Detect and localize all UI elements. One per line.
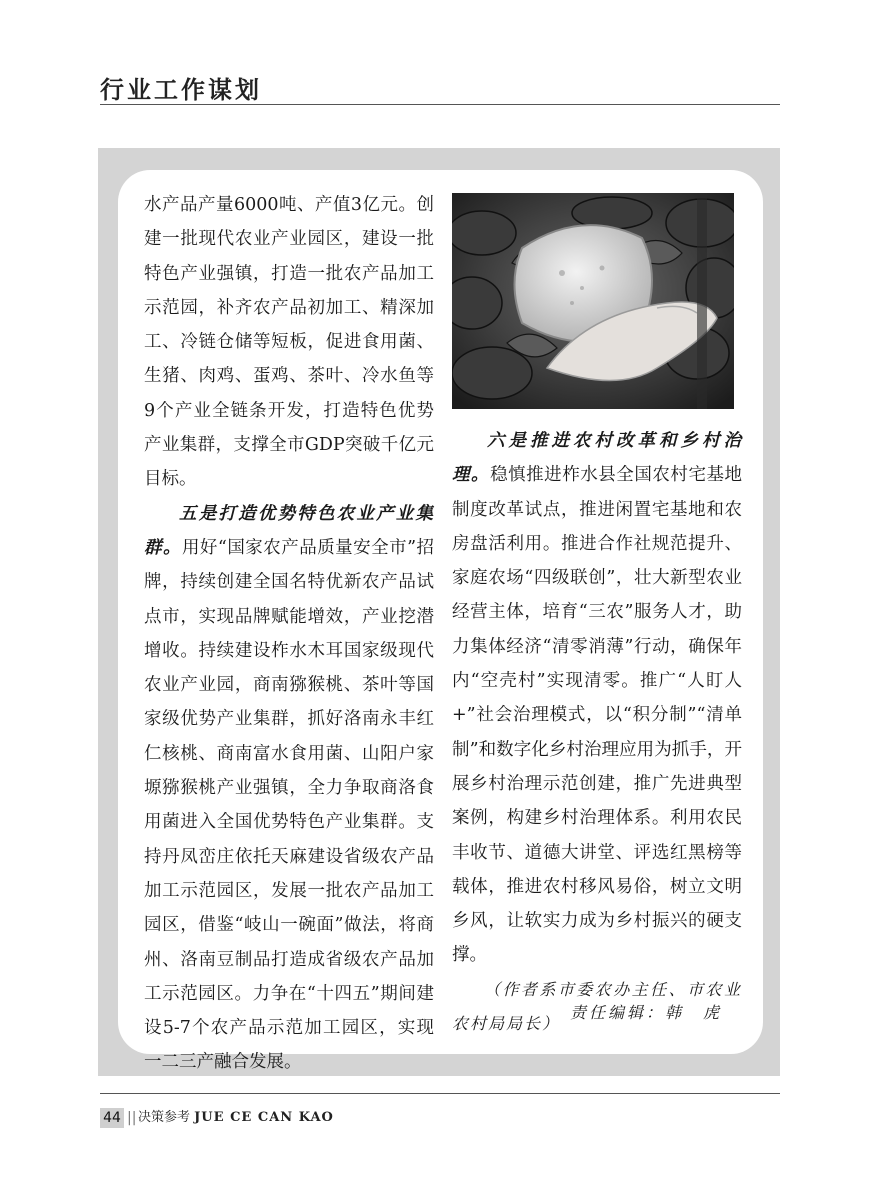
publication-name-pinyin: JUE CE CAN KAO xyxy=(194,1110,334,1125)
section-5-heading: 五是打造优势特色农业产业集群。 xyxy=(144,503,434,558)
publication-name-cn: 决策参考 xyxy=(138,1110,191,1125)
responsible-editor: 责任编辑：韩 虎 xyxy=(570,1003,723,1022)
section-6-body: 稳慎推进柞水县全国农村宅基地制度改革试点，推进闲置宅基地和农房盘活利用。推进合作社规范提升、家庭农场“四级联创”，壮大新型农业经营主体，培育“三农”服务人才，助力集体经济“清零消薄”行动，确保年内“空壳村”实现清零。推广“人盯人+”社会治理模式，以“积分制”“清单制”和数字化乡村治理应用为抓手，开展乡村治理示范创建，推广先进典型案例，构建乡村治理体系。利用农民丰收节、道德大讲堂、评选红黑榜等载体，推进农村移风易俗，树立文明乡风，让软实力成为乡村振兴的硬支撑。 xyxy=(452,465,743,966)
header-divider xyxy=(100,104,780,105)
page-number: 44 xyxy=(100,1108,124,1128)
section-title: 行业工作谋划 xyxy=(100,76,262,104)
mushroom-photo-icon xyxy=(452,193,734,409)
section-5-body: 用好“国家农产品质量安全市”招牌，持续创建全国名特优新农产品试点市，实现品牌赋能增效，产业挖潜增收。持续建设柞水木耳国家级现代农业产业园，商南猕猴桃、茶叶等国家级优势产业集群，抓好洛南永丰红仁核桃、商南富水食用菌、山阳户家塬猕猴桃产业强镇，全力争取商洛食用菌进入全国优势特色产业集群。支持丹凤峦庄依托天麻建设省级农产品加工示范园区，发展一批农产品加工园区，借鉴“岐山一碗面”做法，将商州、洛南豆制品打造成省级农产品加工示范园区。力争在“十四五”期间建设5-7个农产品示范加工园区，实现一二三产融合发展。 xyxy=(144,537,434,1073)
paragraph: 水产品产量6000吨、产值3亿元。创建一批现代农业产业园区，建设一批特色产业强镇，打造一批农产品加工示范园，补齐农产品初加工、精深加工、冷链仓储等短板，促进食用菌、生猪、肉鸡、蛋鸡、茶叶、冷水鱼等9个产业全链条开发，打造特色优势产业集群，支撑全市GDP突破千亿元目标。 xyxy=(144,195,434,490)
paragraph-section-5 xyxy=(144,497,434,1080)
footer-divider xyxy=(100,1093,780,1094)
author-byline: （作者系市委农办主任、市农业农村局局长） xyxy=(452,979,742,1034)
paragraph-section-6 xyxy=(452,424,742,973)
publication-name xyxy=(138,1108,334,1128)
footer-separator: || xyxy=(127,1110,137,1126)
section-6-heading: 六是推进农村改革和乡村治理。 xyxy=(452,431,742,486)
article-right-column xyxy=(452,424,742,1041)
mushroom-photo xyxy=(452,193,734,409)
article-left-column xyxy=(144,188,434,1080)
